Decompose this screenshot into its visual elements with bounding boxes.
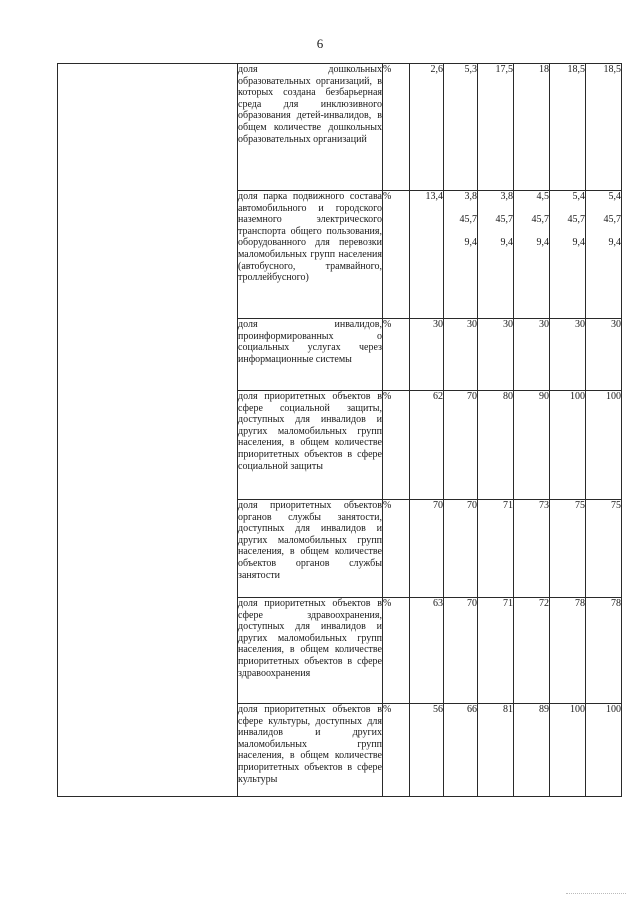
value: 78 <box>611 598 621 609</box>
value: 75 <box>611 500 621 511</box>
value: 13,4 <box>425 191 443 202</box>
value: 72 <box>539 598 549 609</box>
value: 17,5 <box>495 64 513 75</box>
value: 30 <box>503 319 513 330</box>
value-cell <box>410 704 444 797</box>
value: 9,4 <box>536 237 549 248</box>
value-cell <box>478 704 514 797</box>
scan-artifact <box>566 893 626 895</box>
value: 9,4 <box>572 237 585 248</box>
value-cell <box>514 704 550 797</box>
value: 80 <box>503 391 513 402</box>
value: 4,5 <box>536 191 549 202</box>
value: 89 <box>539 704 549 715</box>
indicator-description: доля приоритетных объектов органов службы занятости, доступных для инвалидов и других маломобильных групп населения, в общем количестве объектов органов службы занятости <box>238 500 383 598</box>
value-cell <box>410 598 444 704</box>
value: 2,6 <box>430 64 443 75</box>
table-body <box>58 64 622 797</box>
value: 90 <box>539 391 549 402</box>
value-cell <box>514 391 550 500</box>
unit-cell: % <box>383 191 410 319</box>
unit-cell: % <box>383 319 410 391</box>
indicator-description: доля приоритетных объектов в сфере культуры, доступных для инвалидов и других маломобильных групп населения, в общем количестве приоритетных объектов в сфере культуры <box>238 704 383 797</box>
value: 5,3 <box>464 64 477 75</box>
value: 45,7 <box>567 214 585 225</box>
unit-cell: % <box>383 391 410 500</box>
value-cell <box>444 598 478 704</box>
value-cell <box>586 391 622 500</box>
indicator-description: доля дошкольных образовательных организаций, в которых создана безбарьерная среда для инклюзивного образования детей-инвалидов, в общем количестве дошкольных образовательных организаций <box>238 64 383 191</box>
value-cell <box>410 64 444 191</box>
value-cell <box>478 191 514 319</box>
value: 5,4 <box>572 191 585 202</box>
empty-first-column-cell <box>58 64 238 797</box>
value: 30 <box>611 319 621 330</box>
value-cell <box>478 500 514 598</box>
value-cell <box>444 500 478 598</box>
unit-cell: % <box>383 500 410 598</box>
value: 70 <box>467 391 477 402</box>
value: 30 <box>539 319 549 330</box>
value: 100 <box>570 391 585 402</box>
value-cell <box>410 319 444 391</box>
indicators-table <box>57 63 622 797</box>
value: 3,8 <box>500 191 513 202</box>
value-cell <box>586 500 622 598</box>
indicator-description: доля приоритетных объектов в сфере здравоохранения, доступных для инвалидов и других маломобильных групп населения, в общем количестве приоритетных объектов в сфере здравоохранения <box>238 598 383 704</box>
value: 18 <box>539 64 549 75</box>
value-cell <box>514 319 550 391</box>
value-cell <box>514 500 550 598</box>
value: 71 <box>503 598 513 609</box>
value: 5,4 <box>608 191 621 202</box>
value-cell <box>410 191 444 319</box>
unit-cell: % <box>383 704 410 797</box>
value-cell <box>478 598 514 704</box>
value-cell <box>550 191 586 319</box>
value-cell <box>478 64 514 191</box>
value: 70 <box>433 500 443 511</box>
value-cell <box>550 598 586 704</box>
value: 66 <box>467 704 477 715</box>
value: 100 <box>606 391 621 402</box>
indicator-description: доля инвалидов, проинформированных о социальных услугах через информационные системы <box>238 319 383 391</box>
value: 71 <box>503 500 513 511</box>
value-cell <box>410 500 444 598</box>
page-number: 6 <box>316 36 324 51</box>
value-cell <box>444 191 478 319</box>
value: 18,5 <box>567 64 585 75</box>
value: 45,7 <box>459 214 477 225</box>
value-cell <box>444 391 478 500</box>
value: 30 <box>575 319 585 330</box>
value-cell <box>514 191 550 319</box>
value: 3,8 <box>464 191 477 202</box>
value: 45,7 <box>531 214 549 225</box>
value: 30 <box>467 319 477 330</box>
value: 70 <box>467 500 477 511</box>
indicator-description: доля приоритетных объектов в сфере социальной защиты, доступных для инвалидов и других маломобильных групп населения, в общем количестве приоритетных объектов в сфере социальной защиты <box>238 391 383 500</box>
value: 78 <box>575 598 585 609</box>
value: 45,7 <box>603 214 621 225</box>
value-cell <box>514 598 550 704</box>
value: 18,5 <box>603 64 621 75</box>
value-cell <box>550 704 586 797</box>
value-cell <box>550 319 586 391</box>
value-cell <box>478 391 514 500</box>
value: 100 <box>606 704 621 715</box>
value: 30 <box>433 319 443 330</box>
value: 9,4 <box>608 237 621 248</box>
value-cell <box>514 64 550 191</box>
value: 62 <box>433 391 443 402</box>
value: 100 <box>570 704 585 715</box>
value-cell <box>586 64 622 191</box>
indicator-description: доля парка подвижного состава автомобильного и городского наземного электрического транспорта общего пользования, оборудованного для перевозки маломобильных групп населения (автобусного, трамвайного, троллейбусного) <box>238 191 383 319</box>
value-cell <box>550 391 586 500</box>
value-cell <box>444 64 478 191</box>
value: 9,4 <box>500 237 513 248</box>
value: 56 <box>433 704 443 715</box>
value: 75 <box>575 500 585 511</box>
value: 63 <box>433 598 443 609</box>
value: 45,7 <box>495 214 513 225</box>
unit-cell: % <box>383 598 410 704</box>
value-cell <box>586 598 622 704</box>
value-cell <box>586 191 622 319</box>
value-cell <box>550 64 586 191</box>
value: 81 <box>503 704 513 715</box>
value-cell <box>410 391 444 500</box>
value: 73 <box>539 500 549 511</box>
value-cell <box>478 319 514 391</box>
value-cell <box>586 319 622 391</box>
unit-cell: % <box>383 64 410 191</box>
value-cell <box>550 500 586 598</box>
value-cell <box>444 319 478 391</box>
value: 70 <box>467 598 477 609</box>
value: 9,4 <box>464 237 477 248</box>
value-cell <box>444 704 478 797</box>
table-row <box>58 64 622 191</box>
value-cell <box>586 704 622 797</box>
